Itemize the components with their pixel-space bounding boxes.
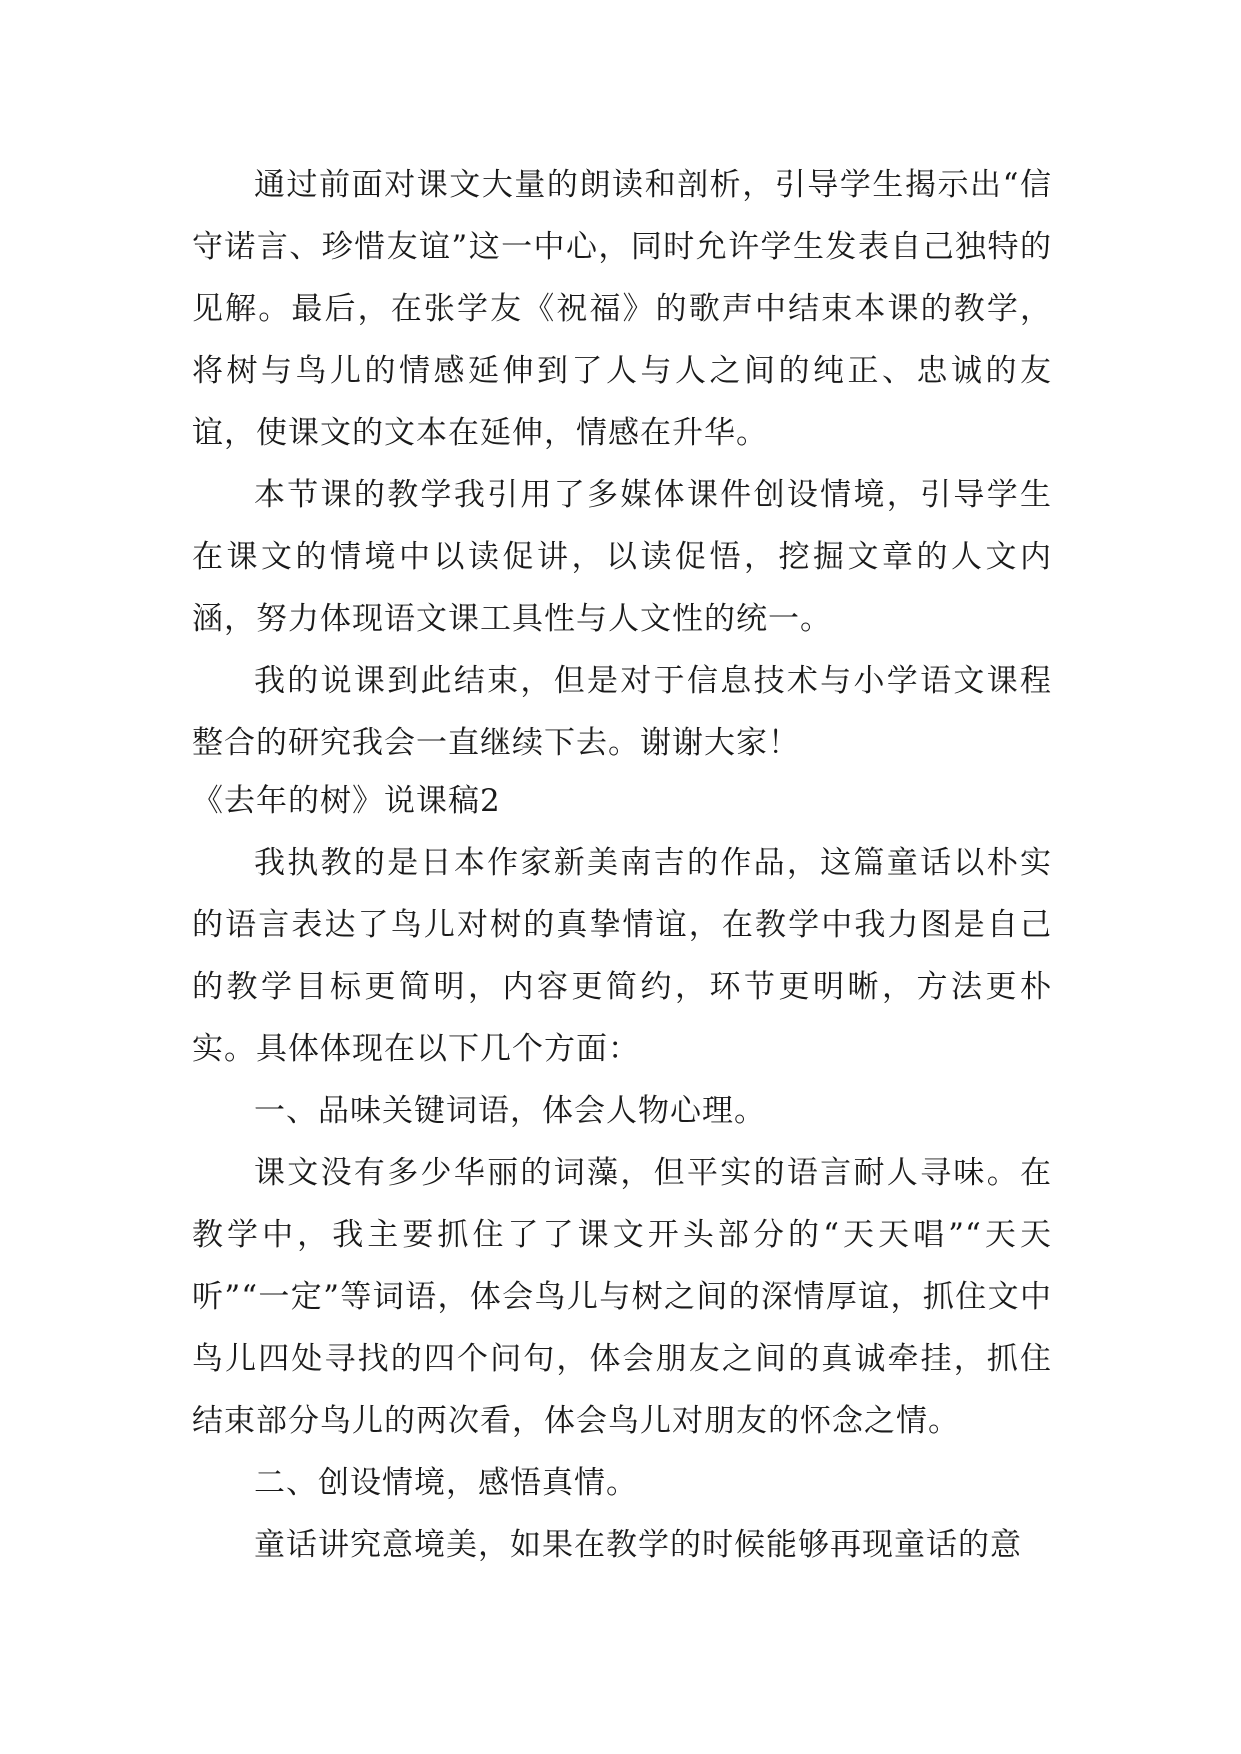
paragraph-point-one-body: 课文没有多少华丽的词藻，但平实的语言耐人寻味。在教学中，我主要抓住了了课文开头部分的“天天唱”“天天听”“一定”等词语，体会鸟儿与树之间的深情厚谊，抓住文中鸟儿四处寻找的四个问句，体会朋友之间的真诚牵挂，抓住结束部分鸟儿的两次看，体会鸟儿对朋友的怀念之情。 bbox=[192, 1155, 1052, 1439]
section-one bbox=[192, 154, 1052, 774]
paragraph-point-two-title: 二、创设情境，感悟真情。 bbox=[254, 1465, 638, 1501]
section-two bbox=[192, 770, 1052, 1576]
paragraph-point-one-title: 一、品味关键词语，体会人物心理。 bbox=[254, 1093, 766, 1129]
paragraph-point-two-body: 童话讲究意境美，如果在教学的时候能够再现童话的意 bbox=[254, 1527, 1022, 1563]
paragraph-multimedia: 本节课的教学我引用了多媒体课件创设情境，引导学生在课文的情境中以读促讲，以读促悟，挖掘文章的人文内涵，努力体现语文课工具性与人文性的统一。 bbox=[192, 477, 1052, 637]
section-heading: 《去年的树》说课稿2 bbox=[192, 783, 501, 819]
paragraph-closing: 我的说课到此结束，但是对于信息技术与小学语文课程整合的研究我会一直继续下去。谢谢大家！ bbox=[192, 663, 1052, 761]
paragraph-intro: 我执教的是日本作家新美南吉的作品，这篇童话以朴实的语言表达了鸟儿对树的真挚情谊，在教学中我力图是自己的教学目标更简明，内容更简约，环节更明晰，方法更朴实。具体体现在以下几个方面： bbox=[192, 845, 1052, 1067]
paragraph-conclusion: 通过前面对课文大量的朗读和剖析，引导学生揭示出“信守诺言、珍惜友谊”这一中心，同时允许学生发表自己独特的见解。最后，在张学友《祝福》的歌声中结束本课的教学，将树与鸟儿的情感延伸到了人与人之间的纯正、忠诚的友谊，使课文的文本在延伸，情感在升华。 bbox=[192, 167, 1052, 451]
